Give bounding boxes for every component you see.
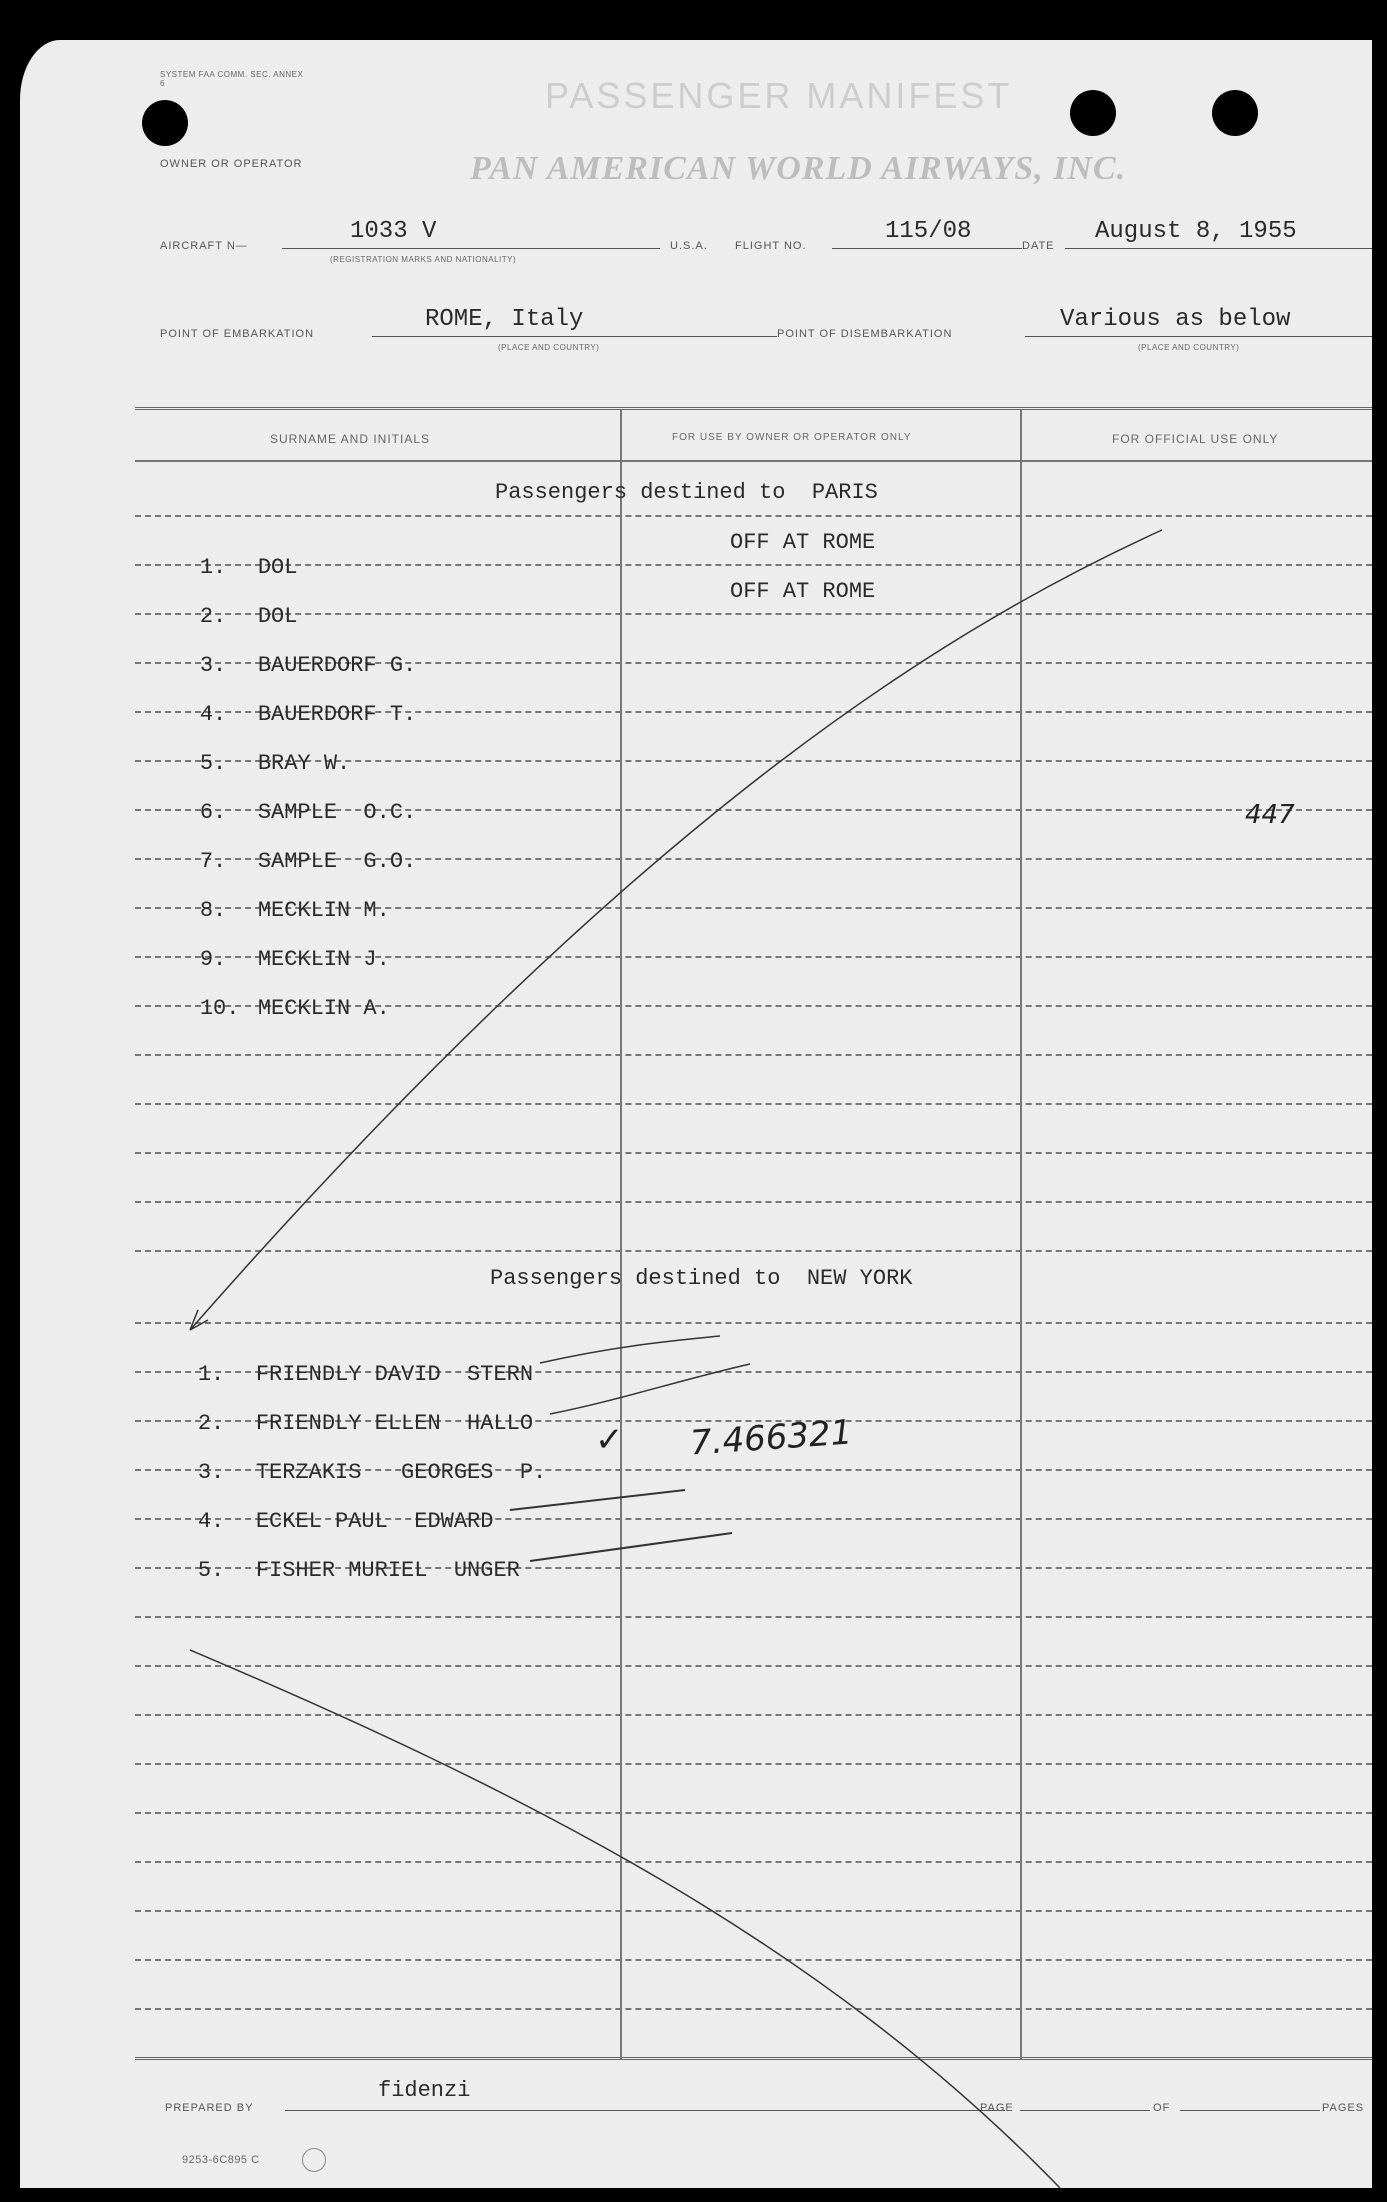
flight-number: 115/08: [885, 218, 972, 245]
row-number: 3.: [199, 653, 227, 678]
row-number: 3.: [197, 1460, 225, 1485]
owner-note: OFF AT ROME: [730, 579, 876, 604]
of-label: OF: [1153, 2102, 1171, 2114]
row-number: 7.: [199, 849, 227, 874]
handwritten-number: 7.466321: [688, 1412, 854, 1464]
strike-line-4: [510, 1490, 685, 1510]
corner-stamp: SYSTEM FAA COMM. SEC. ANNEX 6: [160, 70, 304, 88]
paris-heading: Passengers destined to PARIS: [495, 480, 878, 505]
manifest-title: PASSENGER MANIFEST: [545, 75, 1013, 116]
passenger-name: DOL: [257, 555, 298, 580]
col-surname: SURNAME AND INITIALS: [270, 432, 431, 446]
passenger-name: MECKLIN A.: [257, 996, 390, 1021]
row-number: 2.: [197, 1411, 225, 1436]
strike-line-1: [540, 1336, 720, 1363]
embark-label: POINT OF EMBARKATION: [160, 328, 315, 340]
passenger-name: BAUERDORF G.: [257, 653, 417, 678]
passenger-name: MECKLIN J.: [257, 947, 390, 972]
row-number: 10.: [199, 996, 240, 1021]
passenger-name: BRAY W.: [257, 751, 351, 776]
strike-line-5: [530, 1533, 732, 1561]
passenger-name: FRIENDLY ELLEN HALLO: [255, 1411, 534, 1436]
aircraft-label: AIRCRAFT N—: [160, 240, 248, 252]
pen-marks: [20, 40, 1372, 2188]
diagonal-strike-lower: [190, 1650, 1060, 2188]
aircraft-number: 1033 V: [350, 218, 437, 245]
passenger-name: FRIENDLY DAVID STERN: [255, 1362, 534, 1387]
aircraft-hint: (REGISTRATION MARKS AND NATIONALITY): [330, 255, 517, 264]
passenger-name: TERZAKIS GEORGES P.: [255, 1460, 547, 1485]
page-label: PAGE: [980, 2102, 1014, 2114]
disembark-place: Various as below: [1060, 306, 1291, 333]
row-number: 1.: [199, 555, 227, 580]
prepared-label: PREPARED BY: [165, 2102, 254, 2114]
disembark-hint: (PLACE AND COUNTRY): [1138, 343, 1240, 352]
passenger-name: FISHER MURIEL UNGER: [255, 1558, 520, 1583]
col-official: FOR OFFICIAL USE ONLY: [1112, 432, 1279, 446]
passenger-name: BAUERDORF T.: [257, 702, 417, 727]
row-number: 5.: [199, 751, 227, 776]
pages-label: PAGES: [1322, 2102, 1365, 2114]
row-number: 4.: [197, 1509, 225, 1534]
manifest-page: [20, 40, 1372, 2188]
owner-name: PAN AMERICAN WORLD AIRWAYS, INC.: [470, 150, 1127, 187]
usa-label: U.S.A.: [670, 240, 708, 252]
newyork-heading: Passengers destined to NEW YORK: [490, 1266, 913, 1291]
row-number: 2.: [199, 604, 227, 629]
row-number: 1.: [197, 1362, 225, 1387]
passenger-name: SAMPLE G.O.: [257, 849, 417, 874]
passenger-name: SAMPLE O.C.: [257, 800, 417, 825]
owner-label: OWNER OR OPERATOR: [160, 158, 303, 170]
disembark-label: POINT OF DISEMBARKATION: [777, 328, 953, 340]
form-code: 9253-6C895 C: [182, 2154, 260, 2166]
row-number: 5.: [197, 1558, 225, 1583]
flight-date: August 8, 1955: [1095, 218, 1297, 245]
embark-hint: (PLACE AND COUNTRY): [498, 343, 600, 352]
row-number: 6.: [199, 800, 227, 825]
passenger-name: DOL: [257, 604, 298, 629]
passenger-name: ECKEL PAUL EDWARD: [255, 1509, 494, 1534]
diagonal-strike-upper: [190, 530, 1162, 1330]
owner-note: OFF AT ROME: [730, 530, 876, 555]
strike-line-2: [550, 1364, 750, 1414]
check-mark: ✓: [595, 1420, 624, 1460]
row-number: 9.: [199, 947, 227, 972]
embark-place: ROME, Italy: [425, 306, 584, 333]
passenger-name: MECKLIN M.: [257, 898, 390, 923]
flight-label: FLIGHT NO.: [735, 240, 807, 252]
prepared-by: fidenzi: [378, 2078, 471, 2103]
row-number: 4.: [199, 702, 227, 727]
row-number: 8.: [199, 898, 227, 923]
official-mark: 447: [1245, 800, 1295, 830]
col-owner-use: FOR USE BY OWNER OR OPERATOR ONLY: [672, 432, 912, 443]
date-label: DATE: [1022, 240, 1055, 252]
